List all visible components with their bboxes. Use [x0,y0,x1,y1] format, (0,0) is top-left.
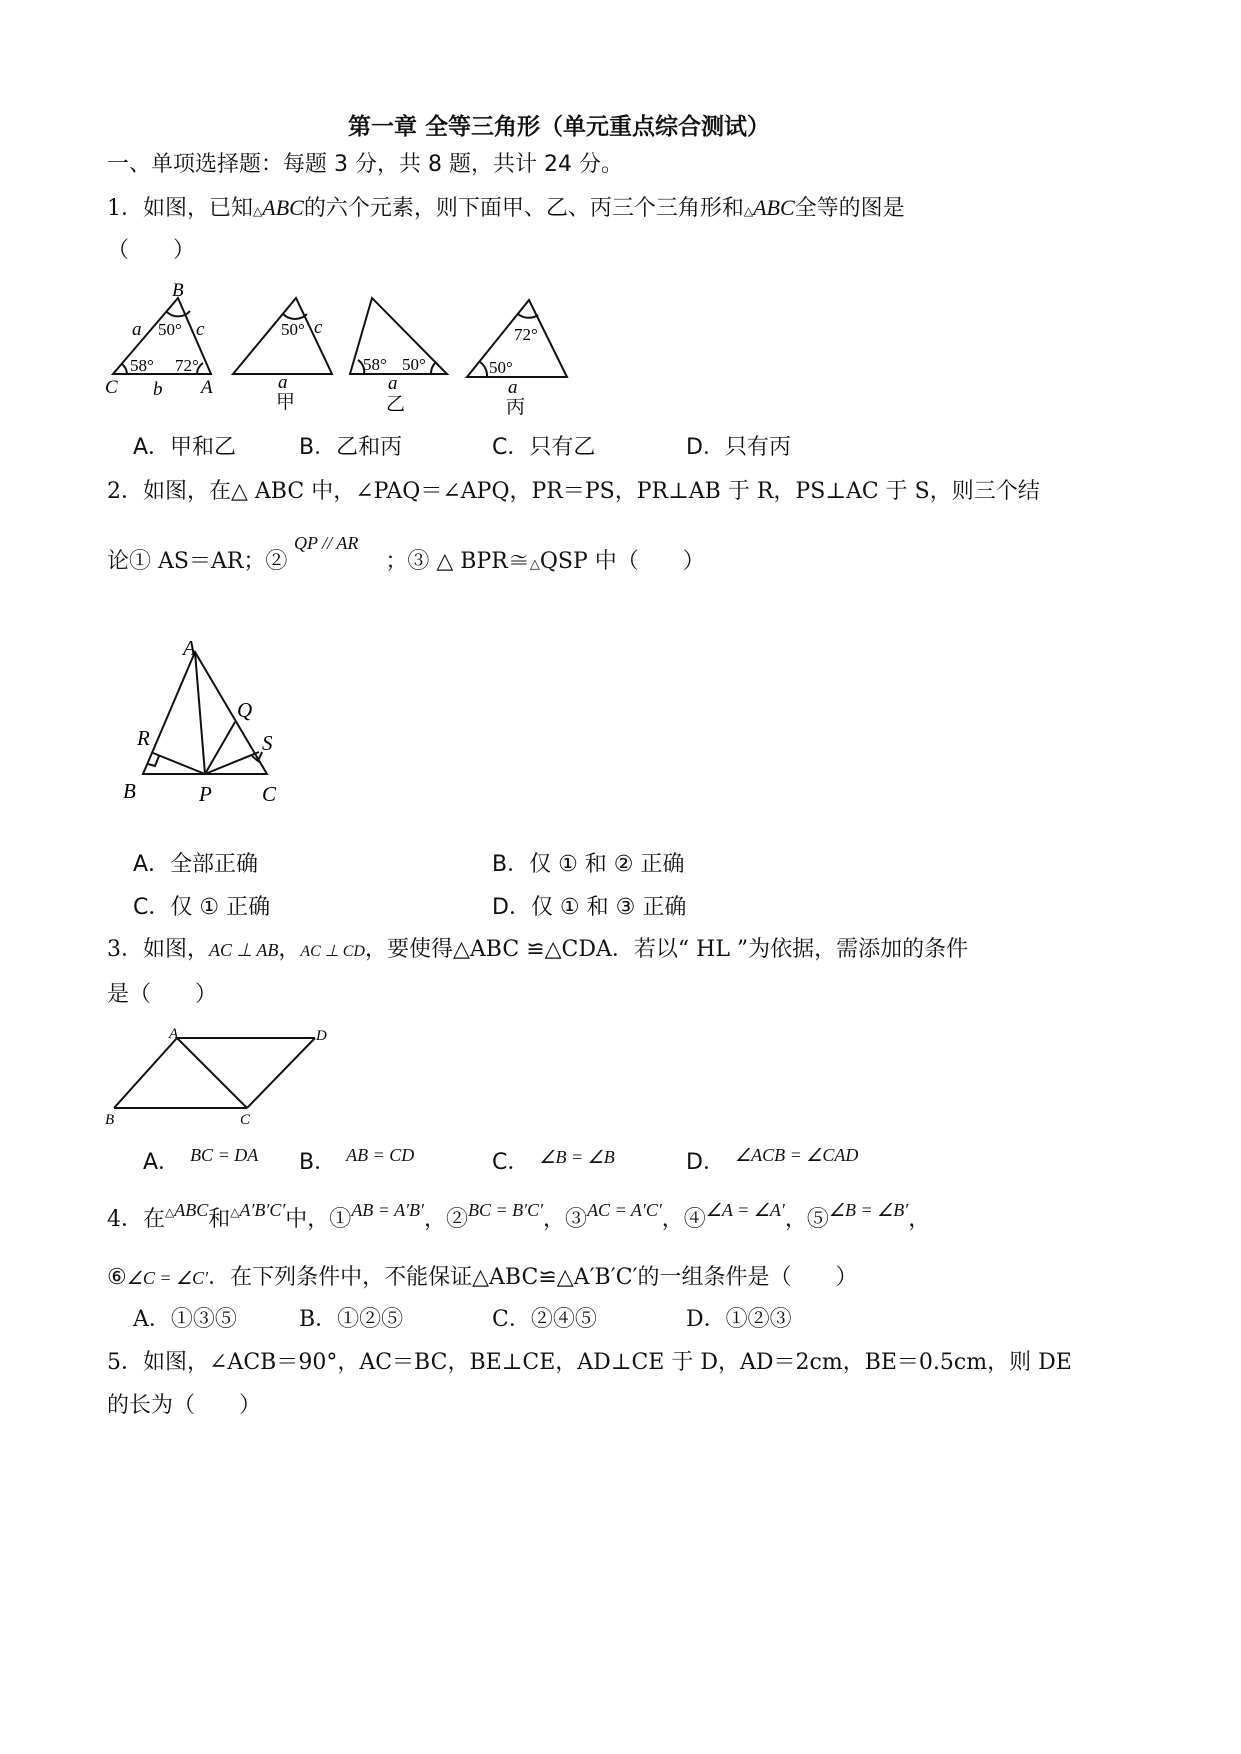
q3-option-d: D． $^{\angle ACB = \angle CAD}$ [686,1145,859,1175]
page-title: 第一章 全等三角形（单元重点综合测试） [348,114,771,140]
question-5-line-2: 的长为（ ） [107,1393,262,1418]
yi-side-a: a [388,373,398,394]
question-4-line-2: ⑥∠C = ∠C′．在下列条件中，不能保证△ABC≌△A′B′C′的一组条件是（ ） [107,1265,858,1290]
angle-B: 50° [158,320,182,339]
jia-angle: 50° [281,320,305,339]
label-side-c: c [196,319,205,340]
question-1-figure [100,278,580,418]
bing-name: 丙 [506,396,526,418]
fig3-label-D: D [316,1028,327,1044]
label-B: B [172,280,184,301]
question-2-fraction: QP // AR [294,533,359,553]
label-A: A [201,377,213,398]
q2-option-b: B．仅 ① 和 ② 正确 [492,852,685,877]
jia-name: 甲 [276,391,296,413]
q1-option-c: C．只有乙 [492,435,596,460]
fig2-label-C: C [262,782,277,806]
q4-option-b: B．①②⑤ [299,1307,404,1332]
angle-A: 72° [175,356,199,375]
q2-option-c: C．仅 ① 正确 [133,895,271,920]
question-3-figure [100,1020,340,1132]
jia-side-c: c [314,317,323,338]
fig2-label-A: A [183,636,196,660]
yi-name: 乙 [386,393,406,415]
yi-angle-2: 50° [402,355,426,374]
question-2-line-1: 2．如图，在△ ABC 中，∠PAQ＝∠APQ，PR＝PS，PR⊥AB 于 R，PS⊥AC 于 S，则三个结 [107,479,1040,504]
question-3-line-1: 3．如图，AC ⊥ AB，AC ⊥ CD，要使得△ABC ≌△CDA．若以“ HL ”为依据，需添加的条件 [107,937,969,962]
label-C: C [105,377,118,398]
q1-option-d: D．只有丙 [686,435,791,460]
q3-option-c: C． $^{\angle B = \angle B}$ [492,1147,615,1175]
q2-option-d: D．仅 ① 和 ③ 正确 [492,895,687,920]
fig2-label-Q: Q [237,698,253,722]
question-2-line-2: 论① AS＝AR；② ；③ △ BPR≅△QSP 中（ ） [107,549,705,574]
fig2-label-B: B [123,779,136,803]
fig2-label-S: S [262,731,273,755]
fig3-label-B: B [105,1112,115,1128]
question-1-text: 1．如图，已知△ABC的六个元素，则下面甲、乙、丙三个三角形和△ABC全等的图是 [107,195,905,221]
q1-option-a: A．甲和乙 [133,435,237,460]
question-1-paren: （ ） [107,238,196,263]
fig3-label-C: C [240,1112,251,1128]
angle-C: 58° [130,356,154,375]
question-5-line-1: 5．如图，∠ACB＝90°，AC＝BC，BE⊥CE，AD⊥CE 于 D，AD＝2cm，BE＝0.5cm，则 DE [107,1350,1072,1375]
yi-angle-1: 58° [363,355,387,374]
question-4-line-1: 4．在$^{\triangle ABC}$和$^{\triangle A'B'C'}$中，①$^{AB = A'B'}$，②$^{BC = B'C'}$，③$^{AC = A'C'}$，④$^{\angle A = \angle A'}$，⑤$^{\angle B = \angle B'}$， [107,1200,931,1232]
fig3-label-A: A [169,1026,179,1042]
label-side-b: b [153,379,163,400]
fig2-label-R: R [137,726,150,750]
q3-option-b: B． $^{AB = CD}$ [299,1145,415,1175]
q1-option-b: B．乙和丙 [299,435,403,460]
label-side-a: a [132,319,142,340]
question-3-line-2: 是（ ） [107,982,218,1007]
fig2-label-P: P [199,782,212,806]
q3-option-a: A． $^{BC = DA}$ [143,1145,259,1175]
q4-option-d: D．①②③ [686,1307,792,1332]
bing-angle-2: 50° [489,358,513,377]
q2-option-a: A．全部正确 [133,852,259,877]
section-heading: 一、单项选择题：每题 3 分，共 8 题，共计 24 分。 [107,152,623,177]
bing-side-a: a [508,377,518,398]
bing-angle-1: 72° [514,325,538,344]
jia-side-a: a [278,372,288,393]
q4-option-a: A．①③⑤ [133,1307,237,1332]
q4-option-c: C．②④⑤ [492,1307,597,1332]
question-2-figure [115,630,315,810]
